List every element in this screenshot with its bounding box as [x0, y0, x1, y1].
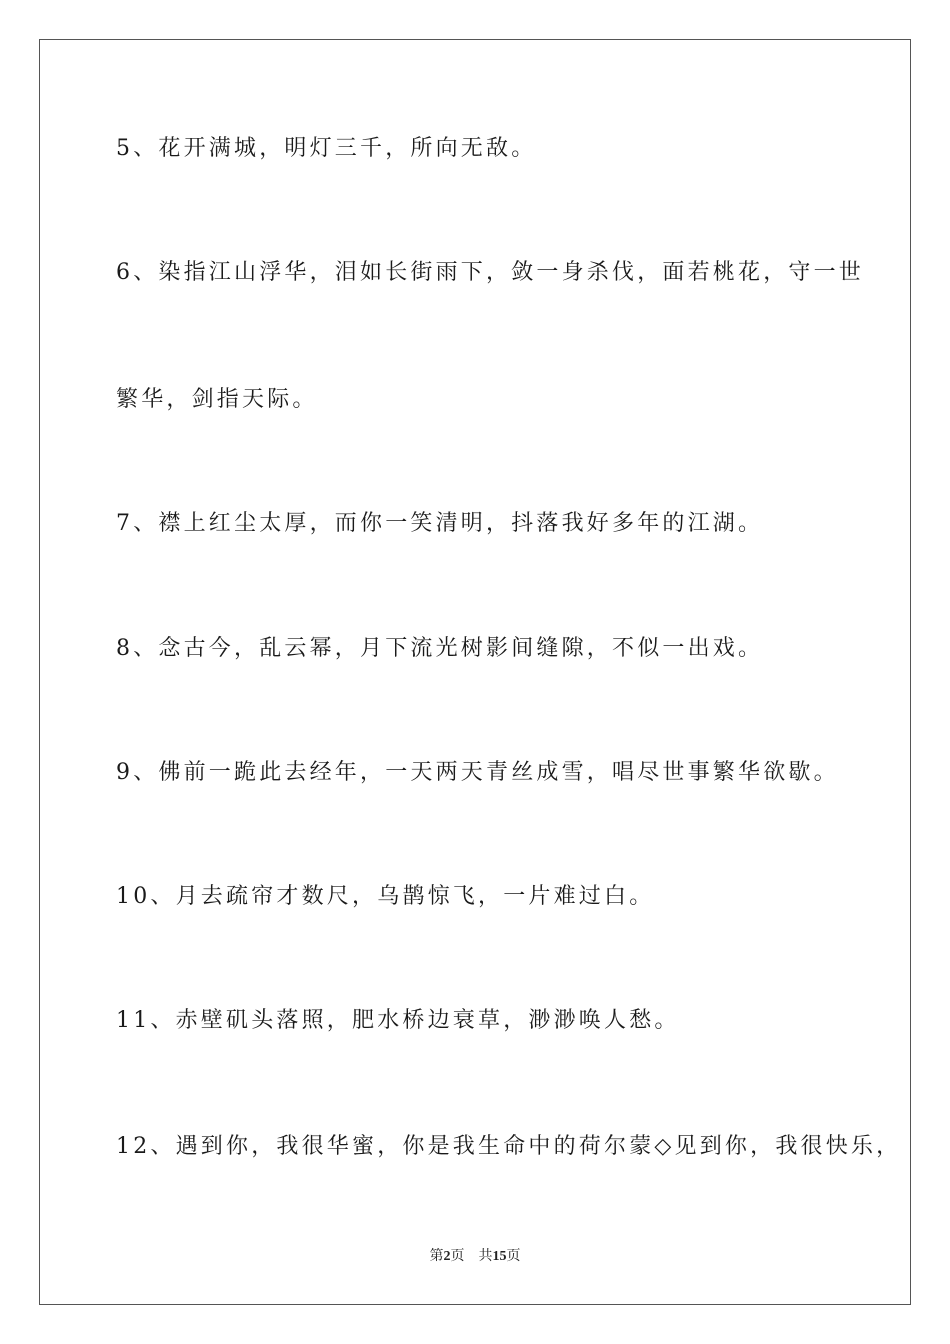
footer-total-suffix: 页: [506, 1249, 521, 1264]
text-line-4: 7、襟上红尘太厚，而你一笑清明，抖落我好多年的江湖。: [116, 511, 764, 536]
text-line-1: 5、花开满城，明灯三千，所向无敌。: [116, 136, 537, 161]
text-line-6: 9、佛前一跪此去经年，一天两天青丝成雪，唱尽世事繁华欲歇。: [116, 760, 839, 785]
text-line-2: 6、染指江山浮华，泪如长街雨下，敛一身杀伐，面若桃花，守一世: [116, 260, 864, 285]
text-line-3: 繁华，剑指天际。: [116, 387, 318, 412]
footer-total-pages: 15: [492, 1249, 507, 1264]
page-footer: [0, 1247, 950, 1267]
text-line-9: 12、遇到你，我很华蜜，你是我生命中的荷尔蒙◇见到你，我很快乐，: [116, 1134, 902, 1159]
footer-total-prefix: 共: [478, 1249, 493, 1264]
footer-page-suffix: 页: [450, 1249, 465, 1264]
footer-page-number: 2: [443, 1249, 451, 1264]
text-line-8: 11、赤壁矶头落照，肥水桥边衰草，渺渺唤人愁。: [116, 1008, 680, 1033]
text-line-5: 8、念古今，乱云幂，月下流光树影间缝隙，不似一出戏。: [116, 636, 764, 661]
footer-page-prefix: 第: [429, 1249, 444, 1264]
page-border: [39, 39, 911, 1305]
text-line-7: 10、月去疏帘才数尺，乌鹊惊飞，一片难过白。: [116, 884, 655, 909]
